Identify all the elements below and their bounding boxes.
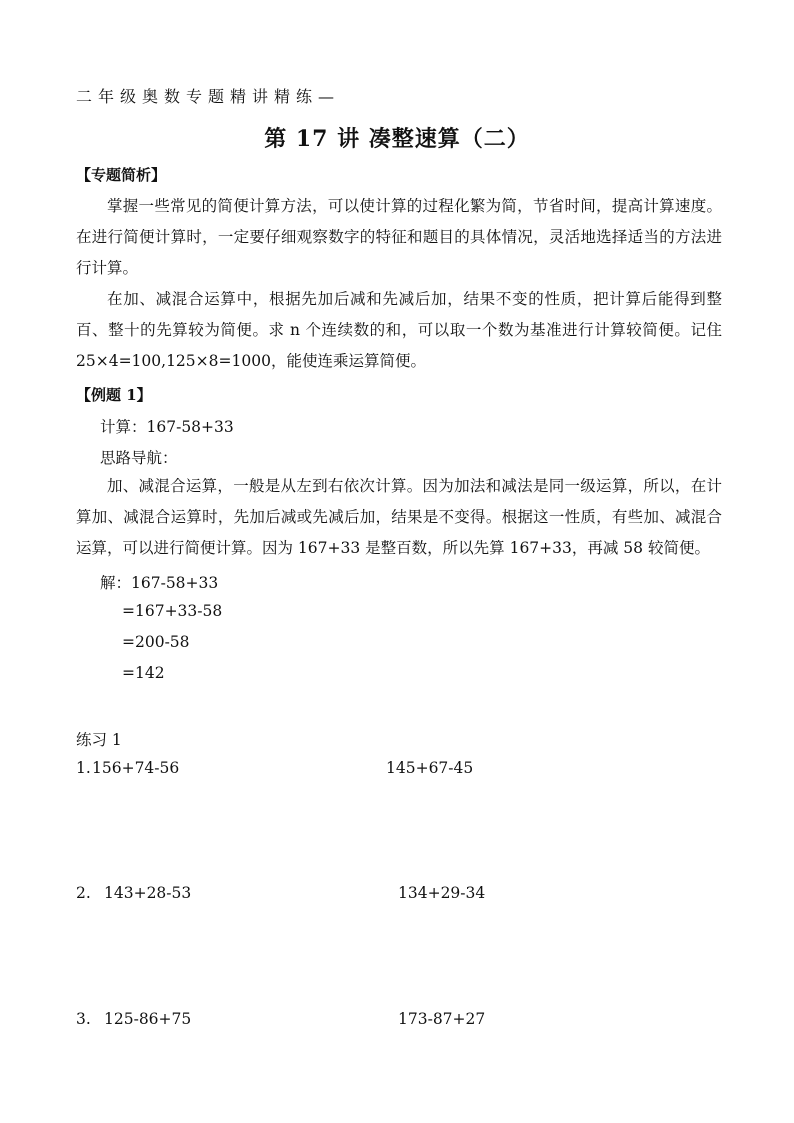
example-heading: 【例题 1】 <box>76 386 152 404</box>
practice-item-number: 1. <box>76 759 91 777</box>
practice-expression: 125-86+75 <box>104 1010 192 1028</box>
practice-heading: 练习 1 <box>76 731 122 749</box>
lesson-title: 第 17 讲 凑整速算（二） <box>264 126 530 152</box>
practice-expression: 156+74-56 <box>92 759 180 777</box>
solution-line-4: =142 <box>122 664 165 682</box>
intro-paragraph-2: 在加、减混合运算中，根据先加后减和先减后加，结果不变的性质，把计算后能得到整百、整十的先算较为简便。求 n 个连续数的和，可以取一个数为基准进行计算较简便。记住 25×4=100,125×8=1000，能使连乘运算简便。 <box>76 290 722 370</box>
practice-expression: 145+67-45 <box>386 759 474 777</box>
solution-line-3: =200-58 <box>122 633 190 651</box>
series-header: 二年级奥数专题精讲精练— <box>76 87 341 106</box>
solution-line-1: 解：167-58+33 <box>100 574 219 592</box>
intro-paragraph-1: 掌握一些常见的简便计算方法，可以使计算的过程化繁为简，节省时间，提高计算速度。在进行简便计算时，一定要仔细观察数字的特征和题目的具体情况，灵活地选择适当的方法进行计算。 <box>76 197 722 277</box>
intro-heading: 【专题简析】 <box>76 166 167 184</box>
practice-expression: 134+29-34 <box>398 884 486 902</box>
practice-item-number: 2. <box>76 884 91 902</box>
hint-paragraph: 加、减混合运算，一般是从左到右依次计算。因为加法和减法是同一级运算，所以，在计算加、减混合运算时，先加后减或先减后加，结果是不变得。根据这一性质，有些加、减混合运算，可以进行简便计算。因为 167+33 是整百数，所以先算 167+33，再减 58 较简便。 <box>76 477 722 557</box>
solution-line-2: =167+33-58 <box>122 602 223 620</box>
example-problem: 计算：167-58+33 <box>100 418 234 436</box>
practice-expression: 173-87+27 <box>398 1010 486 1028</box>
practice-expression: 143+28-53 <box>104 884 192 902</box>
hint-label: 思路导航： <box>100 449 178 467</box>
practice-item-number: 3. <box>76 1010 91 1028</box>
